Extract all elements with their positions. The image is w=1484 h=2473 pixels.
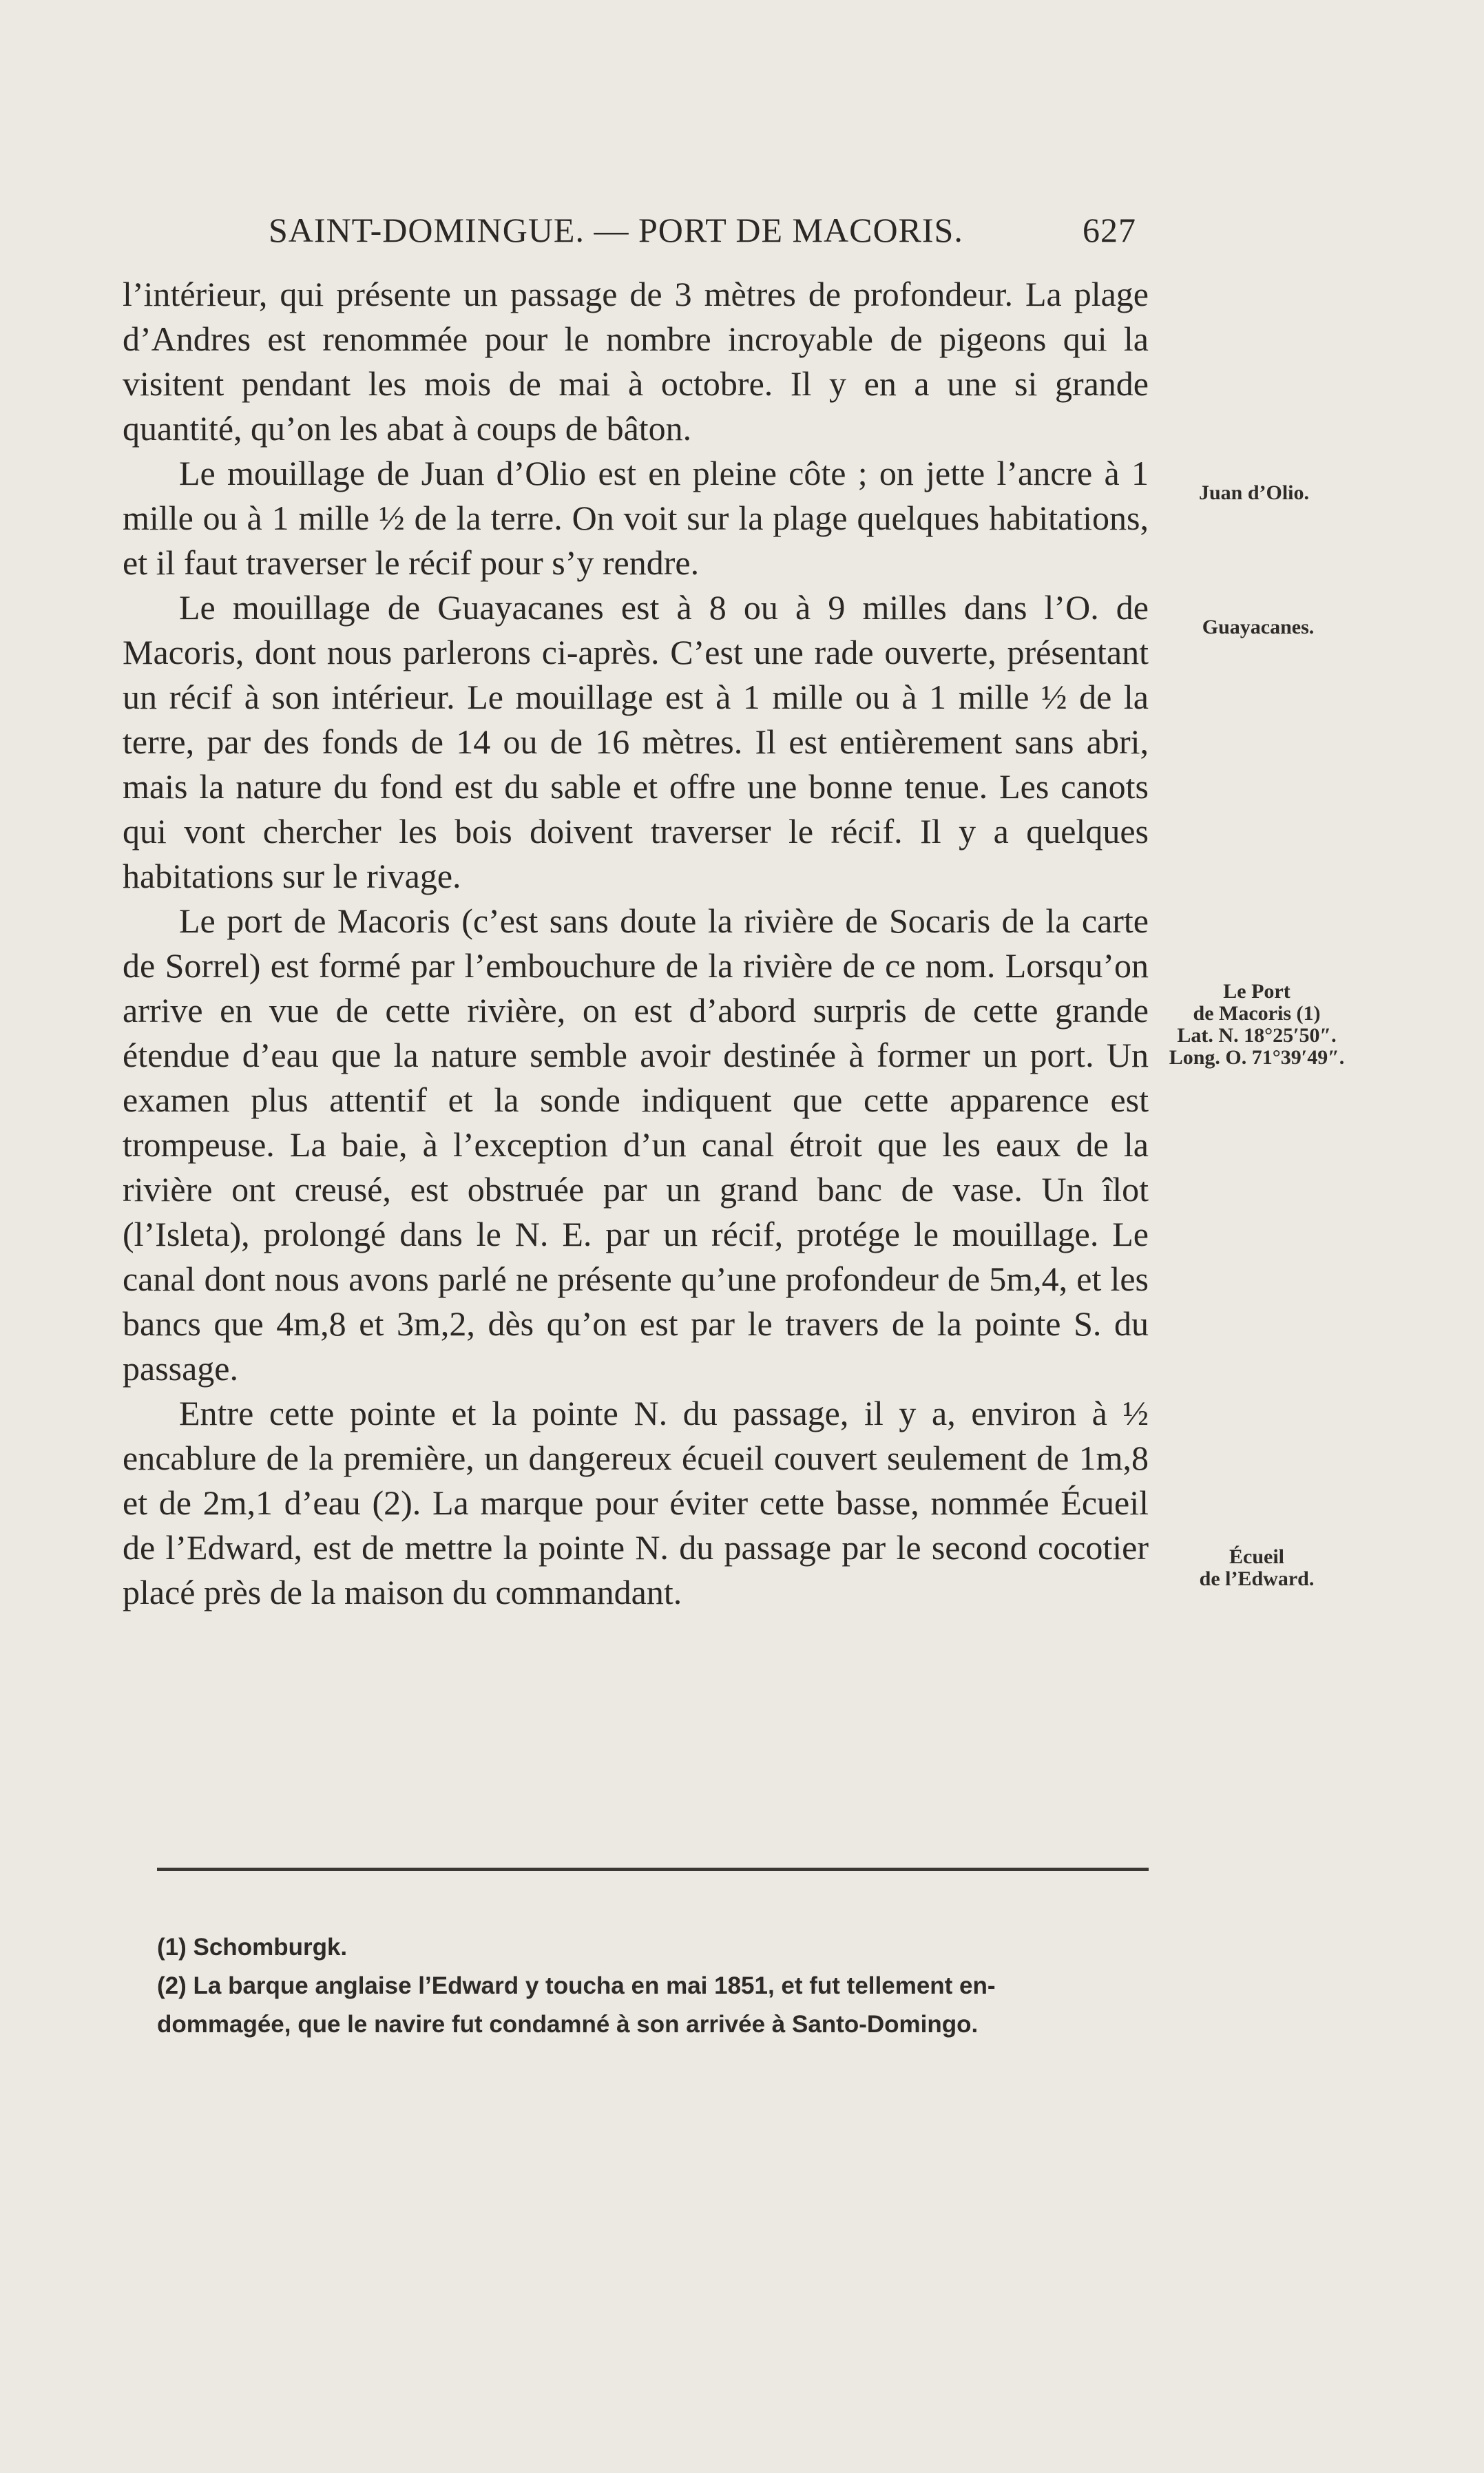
footnote-1: (1) Schomburgk. — [157, 1934, 348, 1961]
margin-note-juan-dolio — [1175, 482, 1333, 504]
margin-note-port-macoris — [1150, 981, 1363, 1069]
margin-note-ecueil — [1174, 1546, 1339, 1590]
margin-note-ecueil-title: Écueil — [1229, 1545, 1284, 1568]
footnote-divider — [157, 1868, 1149, 1871]
footnote-2-line-2: dommagée, que le navire fut condamné à son arrivée à Santo-Domingo. — [157, 2011, 979, 2038]
running-header — [269, 210, 1136, 258]
margin-note-guayacanes — [1179, 616, 1337, 638]
footnotes — [157, 1928, 1169, 2044]
margin-note-port-longitude: Long. O. 71°39′49″. — [1169, 1046, 1345, 1069]
running-title: SAINT-DOMINGUE. — PORT DE MACORIS. — [269, 211, 963, 249]
paragraph-juan-dolio: Le mouillage de Juan d’Olio est en pleine côte ; on jette l’ancre à 1 mille ou à 1 mille ½ de la terre. On voit sur la plage quelques habitations, et il faut traverser le récif pour s’y rendre. — [123, 454, 1149, 582]
footnote-2-line-1: (2) La barque anglaise l’Edward y toucha en mai 1851, et fut tellement en- — [157, 1972, 996, 1999]
margin-note-juan-dolio-text: Juan d’Olio. — [1198, 481, 1310, 504]
body-text — [123, 272, 1149, 1615]
paragraph-port-macoris: Le port de Macoris (c’est sans doute la rivière de Socaris de la carte de Sorrel) est formé par l’embouchure de la rivière de ce nom. Lorsqu’on arrive en vue de cette rivière, on est d’abord surpris de cette grande étendue d’eau que la nature semble avoir destinée à former un port. Un examen plus attentif et la sonde indiquent que cette apparence est trompeuse. La baie, à l’exception d’un canal étroit que les eaux de la rivière ont creusé, est obstruée par un grand banc de vase. Un îlot (l’Isleta), prolongé dans le N. E. par un récif, protége le mouillage. Le canal dont nous avons parlé ne présente qu’une profondeur de 5m,4, et les bancs que 4m,8 et 3m,2, dès qu’on est par le travers de la pointe S. du passage. — [123, 901, 1149, 1388]
paragraph-intro: l’intérieur, qui présente un passage de 3 mètres de profondeur. La plage d’Andres est renommée pour le nombre incroyable de pigeons qui la visitent pendant les mois de mai à octobre. Il y en a une si grande quantité, qu’on les abat à coups de bâton. — [123, 275, 1149, 448]
margin-note-ecueil-subtitle: de l’Edward. — [1199, 1567, 1315, 1590]
page-number: 627 — [1083, 211, 1136, 249]
paragraph-ecueil-edward: Entre cette pointe et la pointe N. du passage, il y a, environ à ½ encablure de la première, un dangereux écueil couvert seulement de 1m,8 et de 2m,1 d’eau (2). La marque pour éviter cette basse, nommée Écueil de l’Edward, est de mettre la pointe N. du passage par le second cocotier placé près de la maison du commandant. — [123, 1394, 1149, 1611]
margin-note-port-subtitle: de Macoris (1) — [1193, 1002, 1321, 1025]
margin-note-guayacanes-text: Guayacanes. — [1202, 616, 1315, 638]
paragraph-guayacanes: Le mouillage de Guayacanes est à 8 ou à 9 milles dans l’O. de Macoris, dont nous parlerons ci-après. C’est une rade ouverte, présentant un récif à son intérieur. Le mouillage est à 1 mille ou à 1 mille ½ de la terre, par des fonds de 14 ou de 16 mètres. Il est entièrement sans abri, mais la nature du fond est du sable et offre une bonne tenue. Les canots qui vont chercher les bois doivent traverser le récif. Il y a quelques habitations sur le rivage. — [123, 588, 1149, 895]
margin-note-port-title: Le Port — [1223, 980, 1290, 1003]
margin-note-port-latitude: Lat. N. 18°25′50″. — [1177, 1024, 1337, 1047]
